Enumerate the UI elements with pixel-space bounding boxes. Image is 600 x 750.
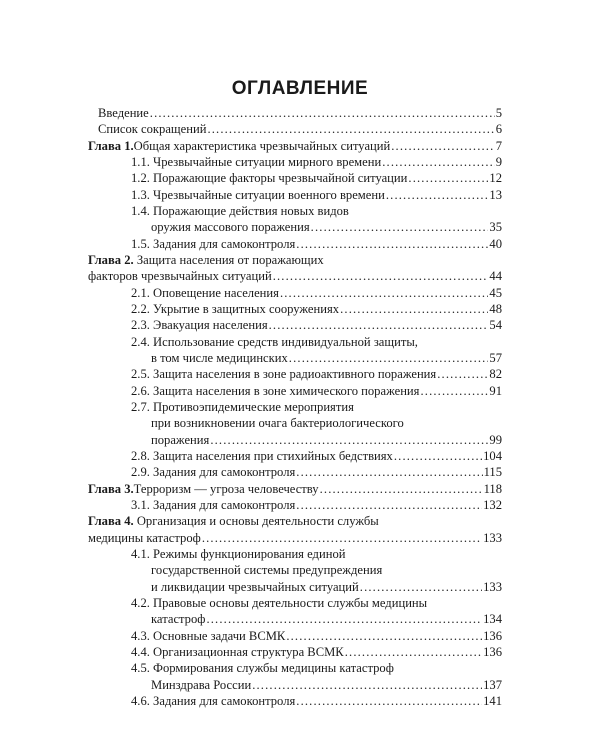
page-number: 9 [495, 154, 502, 169]
toc-entry-text: 1.1. Чрезвычайные ситуации мирного времени [131, 154, 382, 169]
dot-leader [345, 645, 482, 660]
dot-leader [420, 384, 488, 399]
dot-leader [360, 580, 482, 595]
page-number: 132 [483, 497, 502, 512]
dot-leader [206, 612, 482, 627]
page-number: 133 [483, 530, 502, 545]
toc-entry-text: 4.2. Правовые основы деятельности службы медицины [131, 595, 428, 610]
dot-leader [289, 351, 489, 366]
toc-entry-text: 2.9. Задания для самоконтроля [131, 465, 296, 480]
dot-leader [207, 122, 494, 137]
toc-entry-text: 2.2. Укрытие в защитных сооружениях [131, 301, 340, 316]
page-number: 115 [483, 465, 502, 480]
toc-entry-text: факторов чрезвычайных ситуаций [88, 269, 272, 284]
toc-entry-text: 2.1. Оповещение населения [131, 285, 279, 300]
toc-entry-text: Введение [98, 106, 149, 120]
toc-entry-text: 1.2. Поражающие факторы чрезвычайной ситуации [131, 171, 408, 186]
toc-entry-text: и ликвидации чрезвычайных ситуаций [151, 579, 359, 594]
page-number: 136 [483, 628, 502, 643]
toc-entry-text: 2.5. Защита населения в зоне радиоактивного поражения [131, 367, 437, 382]
page-number: 6 [495, 122, 502, 137]
toc-entry-text: катастроф [151, 612, 206, 627]
dot-leader [437, 367, 488, 382]
dot-leader [202, 531, 482, 546]
toc-entry-text: государственной системы предупреждения [151, 563, 383, 578]
page-number: 35 [489, 220, 502, 235]
page-number: 48 [489, 301, 502, 316]
toc-entry-text: Список сокращений [98, 122, 207, 137]
toc-entry-text: поражения [151, 432, 210, 447]
dot-leader [386, 188, 489, 203]
toc-entry-text: 3.1. Задания для самоконтроля [131, 497, 296, 512]
dot-leader [269, 318, 489, 333]
dot-leader [150, 106, 495, 121]
page-number: 44 [489, 269, 502, 284]
page-number: 40 [489, 236, 502, 251]
toc-entry-text: 4.4. Организационная структура ВСМК [131, 644, 344, 659]
dot-leader [286, 629, 482, 644]
dot-leader [340, 302, 488, 317]
page-number: 118 [483, 481, 502, 496]
toc-entry-text: 2.3. Эвакуация населения [131, 318, 268, 333]
toc-entry-text: 4.1. Режимы функционирования единой [131, 546, 346, 561]
page-number: 134 [483, 612, 502, 627]
chapter-label: Глава 4. [88, 514, 134, 529]
dot-leader [311, 220, 489, 235]
page-number: 91 [489, 383, 502, 398]
toc-entry-text: 1.4. Поражающие действия новых видов [131, 203, 349, 218]
page-number: 45 [489, 285, 502, 300]
dot-leader [391, 139, 494, 154]
toc-entry-text: медицины катастроф [88, 530, 201, 545]
page-number: 99 [489, 432, 502, 447]
page-number: 141 [483, 693, 502, 708]
dot-leader [408, 171, 488, 186]
dot-leader [280, 286, 488, 301]
toc-entry-text: 2.7. Противоэпидемические мероприятия [131, 399, 354, 414]
dot-leader [273, 269, 489, 284]
toc-title: ОГЛАВЛЕНИЕ [231, 78, 369, 99]
chapter-label: Глава 1. [88, 138, 134, 153]
toc-entry-text: 1.3. Чрезвычайные ситуации военного времени [131, 187, 385, 202]
toc-entry-text: 4.5. Формирования службы медицины катастроф [131, 661, 394, 676]
dot-leader [320, 482, 483, 497]
page-number: 7 [495, 138, 502, 153]
toc-entry-text: 2.8. Защита населения при стихийных бедствиях [131, 448, 393, 463]
dot-leader [296, 498, 482, 513]
dot-leader [394, 449, 482, 464]
page-number: 54 [489, 318, 502, 333]
page-number: 13 [489, 187, 502, 202]
toc-entry-text: оружия массового поражения [151, 220, 310, 235]
dot-leader [382, 155, 494, 170]
dot-leader [296, 694, 482, 709]
toc-entry-text: 2.6. Защита населения в зоне химического поражения [131, 383, 420, 398]
page-number: 12 [489, 171, 502, 186]
toc-entry-text: 2.4. Использование средств индивидуальной защиты, [131, 334, 418, 349]
dot-leader [252, 678, 482, 693]
dot-leader [296, 237, 488, 252]
page-number: 5 [495, 106, 502, 120]
chapter-label: Глава 2. [88, 252, 134, 267]
page-number: 133 [483, 579, 502, 594]
toc-entry-text: Общая характеристика чрезвычайных ситуаций [133, 138, 391, 153]
page-number: 57 [489, 350, 502, 365]
toc-entry-text: Защита населения от поражающих [136, 252, 324, 267]
page-number: 82 [489, 367, 502, 382]
toc-entry-text: в том числе медицинских [151, 350, 288, 365]
chapter-label: Глава 3. [88, 481, 134, 496]
toc-entry-text: 1.5. Задания для самоконтроля [131, 236, 296, 251]
toc-entry-text: Терроризм — угроза человечеству [133, 481, 319, 496]
toc-entry-text: 4.3. Основные задачи ВСМК [131, 628, 286, 643]
toc-entry-text: при возникновении очага бактериологического [151, 416, 404, 431]
dot-leader [210, 433, 488, 448]
page-number: 136 [483, 644, 502, 659]
page-number: 104 [483, 448, 502, 463]
toc-entry-text: 4.6. Задания для самоконтроля [131, 693, 296, 708]
toc-entry-text: Организация и основы деятельности службы [136, 514, 379, 529]
page-number: 137 [483, 677, 502, 692]
toc-entry-text: Минздрава России [151, 677, 252, 692]
dot-leader [296, 465, 482, 480]
